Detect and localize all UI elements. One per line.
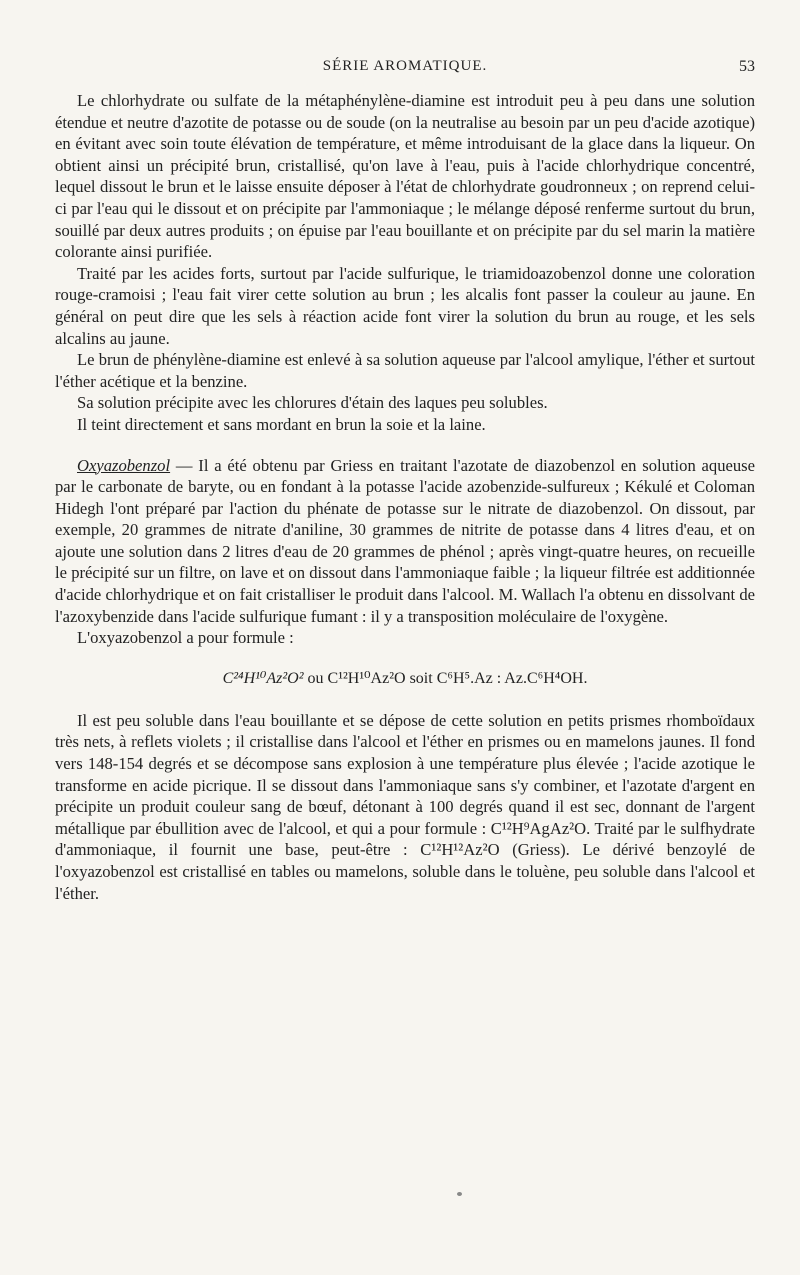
formula-atomic-notation: C¹²H¹⁰Az²O [327, 669, 406, 687]
page-header [55, 58, 755, 80]
body-text [55, 90, 755, 904]
paragraph-solvents: Le brun de phénylène-diamine est enlevé à sa solution aqueuse par l'alcool amylique, l'éther et surtout l'éther acétique et la benzine. [55, 350, 755, 391]
formula-old-notation: C²⁴H¹⁰Az²O² [222, 669, 304, 687]
formula-intro: L'oxyazobenzol a pour formule : [77, 628, 294, 648]
page-number: 53 [739, 58, 755, 75]
paragraph-preparation: Le chlorhydrate ou sulfate de la métaphénylène-diamine est introduit peu à peu dans une solution étendue et neutre d'azotite de potasse ou de soude (on la neutralise au besoin par un peu d'acide azotique) en évitant avec soin toute élévation de température, et même introduisant de la glace dans la liqueur. On obtient ainsi un précipité brun, cristallisé, qu'on lave à l'eau, puis à l'acide chlorhydrique concentré, lequel dissout le brun et le laisse ensuite déposer à l'état de chlorhydrate goudronneux ; on reprend celui-ci par l'eau qui le dissout et on précipite par l'ammoniaque ; le mélange déposé renferme surtout du brun, souillé par deux autres produits ; on épuise par l'eau bouillante et on précipite par du sel marin la matière colorante ainsi purifiée. [55, 91, 755, 262]
running-title: SÉRIE AROMATIQUE. [322, 58, 488, 74]
formula-structure: C⁶H⁵.Az : Az.C⁶H⁴OH. [436, 669, 588, 687]
ink-speck [457, 1192, 462, 1196]
paragraph-properties: Il est peu soluble dans l'eau bouillante et se dépose de cette solution en petits prismes rhomboïdaux très nets, à reflets violets ; il cristallise dans l'alcool et l'éther en prismes ou en mamelons jaunes. Il fond vers 148-154 degrés et se décompose sans explosion à une température plus élevée ; l'acide azotique le transforme en acide picrique. Il se dissout dans l'ammoniaque sans s'y combiner, et l'azotate d'argent en précipite un produit couleur sang de bœuf, détonant à 100 degrés quand il est sec, donnant de l'argent métallique par ébullition avec de l'alcool, et qui a pour formule : C¹²H⁹AgAz²O. Traité par le sulfhydrate d'ammoniaque, il fournit une base, peut-être : C¹²H¹²Az²O (Griess). Le dérivé benzoylé de l'oxyazobenzol est cristallisé en tables ou mamelons, soluble dans le toluène, peu soluble dans l'alcool et l'éther. [55, 710, 755, 903]
formula-ou: ou [303, 669, 328, 687]
paragraph-oxyazobenzol [55, 455, 755, 628]
paragraph-tin-chlorides: Sa solution précipite avec les chlorures d'étain des laques peu solubles. [77, 393, 548, 413]
oxyazobenzol-title: Oxyazobenzol [77, 455, 171, 475]
chemical-formula [55, 669, 755, 689]
oxyazobenzol-text: Il a été obtenu par Griess en traitant l'azotate de diazobenzol en solution aqueuse par le carbonate de baryte, ou en fondant à la potasse l'acide azobenzide-sulfureux ; Kékulé et Coloman Hidegh l'ont préparé par l'action du phénate de potasse sur le nitrate de diazobenzol. On dissout, par exemple, 20 grammes de nitrate d'aniline, 30 grammes de nitrite de potasse dans 4 litres d'eau, et on ajoute une solution dans 2 litres d'eau de 20 grammes de phénol ; après vingt-quatre heures, on recueille le précipité sur un filtre, on lave et on dissout dans l'ammoniaque faible ; la liqueur filtrée est additionnée d'acide chlorhydrique et on fait cristalliser le produit dans l'alcool. M. Wallach l'a obtenu en dissolvant de l'azoxybenzide dans l'acide sulfurique fumant : il y a transposition moléculaire de l'oxygène. [55, 455, 755, 626]
formula-soit: soit [405, 669, 437, 687]
oxyazobenzol-dash: — [170, 455, 199, 475]
paragraph-dyeing: Il teint directement et sans mordant en brun la soie et la laine. [77, 414, 486, 434]
paragraph-acid-reaction: Traité par les acides forts, surtout par l'acide sulfurique, le triamidoazobenzol donne une coloration rouge-cramoisi ; l'eau fait virer cette solution au brun ; les alcalis font passer la couleur au jaune. En général on peut dire que les sels à réaction acide font virer la solution du brun au rouge, et les sels alcalins au jaune. [55, 263, 755, 348]
